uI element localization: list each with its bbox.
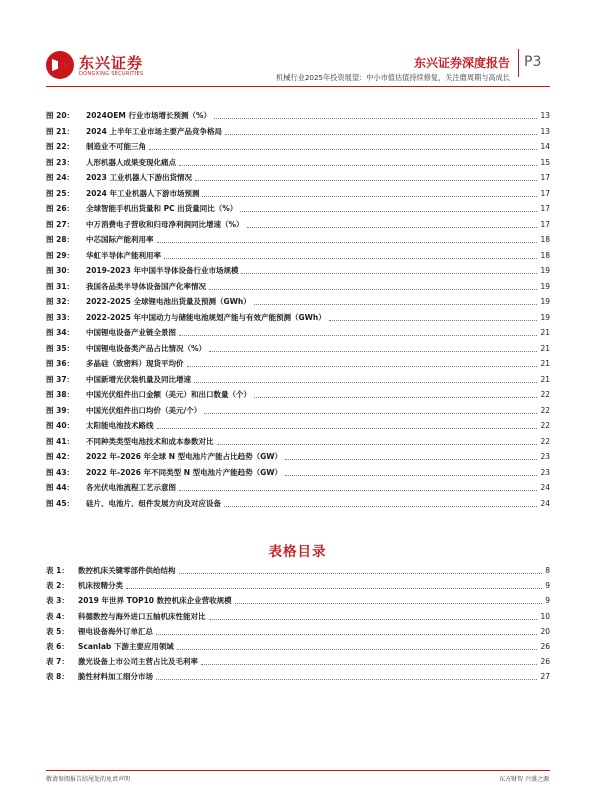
toc-entry-page: 9	[545, 581, 550, 591]
toc-entry-title: 锂电设备海外订单汇总	[78, 626, 153, 636]
report-type-title: 东兴证券深度报告	[413, 56, 510, 70]
toc-leader-dots	[224, 506, 537, 507]
toc-entry-title: 中国锂电设备产业链全景图	[86, 328, 176, 337]
toc-entry-page: 27	[540, 672, 550, 682]
toc-entry[interactable]	[46, 265, 550, 277]
toc-entry[interactable]	[46, 110, 550, 122]
toc-entry-label: 表 1：	[46, 566, 69, 575]
toc-entry-page: 14	[540, 142, 550, 151]
toc-entry-page: 21	[540, 343, 550, 353]
toc-entry-page: 17	[540, 188, 550, 198]
page-header	[0, 0, 595, 92]
toc-leader-dots	[217, 444, 537, 445]
toc-entry[interactable]	[46, 389, 550, 401]
toc-entry[interactable]	[46, 203, 550, 215]
toc-entry-title: 科德数控与海外进口五轴机床性能对比	[78, 611, 206, 621]
toc-leader-dots	[157, 242, 537, 243]
toc-entry-label: 表 4：	[46, 611, 69, 621]
toc-entry-label: 图 37：	[46, 374, 75, 384]
toc-entry[interactable]	[46, 405, 550, 417]
toc-leader-dots	[179, 490, 537, 491]
toc-entry-page: 8	[545, 566, 550, 575]
toc-entry-title: Scanlab 下游主要应用领域	[78, 642, 174, 651]
toc-entry-title: 中芯国际产能利用率	[86, 235, 154, 244]
toc-entry[interactable]	[46, 580, 550, 592]
toc-entry-label: 图 23：	[46, 157, 75, 167]
toc-leader-dots	[157, 428, 537, 429]
toc-entry-title: 2019 年世界 TOP10 数控机床企业营收规模	[78, 596, 232, 606]
toc-entry-page: 18	[540, 235, 550, 244]
toc-entry-title: 2022-2025 全球锂电池出货量及预测（GWh）	[86, 297, 251, 306]
toc-entry[interactable]	[46, 296, 550, 308]
toc-entry-label: 表 5：	[46, 626, 69, 636]
toc-entry[interactable]	[46, 420, 550, 432]
toc-entry-page: 17	[540, 219, 550, 229]
toc-entry-title: 人形机器人成果变现化痛点	[86, 157, 176, 167]
toc-leader-dots	[254, 304, 537, 305]
toc-entry-label: 图 24：	[46, 173, 75, 182]
toc-entry[interactable]	[46, 157, 550, 169]
toc-entry-page: 22	[540, 436, 550, 446]
header-rule	[46, 86, 550, 87]
toc-entry-title: 2022-2025 年中国动力与储能电池规划产能与有效产能预测（GWh）	[86, 312, 326, 322]
toc-entry-label: 图 45：	[46, 498, 75, 508]
toc-leader-dots	[126, 588, 542, 589]
toc-entry-title: 中国光伏组件出口金额（美元）和出口数量（个）	[86, 390, 251, 399]
toc-entry-page: 20	[540, 626, 550, 636]
toc-entry-title: 华虹半导体产能利用率	[86, 250, 161, 260]
table-list-title: 表格目录	[268, 544, 327, 560]
toc-entry[interactable]	[46, 327, 550, 339]
toc-entry-label: 图 34：	[46, 328, 75, 337]
report-subtitle: 机械行业2025年投资展望：中小市值估值持续修复，关注磨周期与高成长	[276, 73, 510, 82]
toc-leader-dots	[241, 273, 537, 274]
toc-entry-title: 机床按精分类	[78, 581, 123, 591]
toc-leader-dots	[149, 149, 537, 150]
toc-entry-page: 19	[540, 281, 550, 291]
toc-entry-page: 21	[540, 328, 550, 337]
toc-entry[interactable]	[46, 358, 550, 370]
toc-entry-page: 23	[540, 467, 550, 477]
footer-rule	[46, 770, 550, 771]
toc-leader-dots	[201, 664, 537, 665]
toc-entry-title: 中国新增光伏装机量及同比增速	[86, 374, 191, 384]
toc-entry-page: 15	[540, 157, 550, 167]
toc-entry-page: 13	[540, 111, 550, 120]
toc-leader-dots	[285, 459, 537, 460]
toc-entry[interactable]	[46, 312, 550, 324]
toc-entry-label: 图 36：	[46, 359, 75, 368]
toc-entry-title: 数控机床关键零部件供给结构	[78, 566, 176, 575]
toc-entry-label: 图 42：	[46, 452, 75, 461]
toc-entry-title: 2024 上半年工业市场主要产品竞争格局	[86, 126, 222, 136]
toc-entry-label: 图 31：	[46, 281, 75, 291]
toc-leader-dots	[285, 475, 537, 476]
toc-entry-title: 激光设备上市公司主营占比及毛利率	[78, 657, 198, 667]
toc-entry[interactable]	[46, 656, 550, 668]
toc-leader-dots	[187, 366, 537, 367]
toc-entry-label: 表 6：	[46, 642, 69, 651]
toc-entry[interactable]	[46, 595, 550, 607]
toc-entry-title: 我国各品类半导体设备国产化率情况	[86, 281, 206, 291]
toc-leader-dots	[209, 619, 537, 620]
toc-entry[interactable]	[46, 250, 550, 262]
toc-entry-page: 24	[540, 483, 550, 492]
toc-entry-title: 太阳能电池技术路线	[86, 421, 154, 430]
toc-entry-title: 全球智能手机出货量和 PC 出货量同比（%）	[86, 204, 238, 213]
toc-entry[interactable]	[46, 482, 550, 494]
logo-name-cn: 东兴证券	[79, 54, 144, 72]
toc-leader-dots	[247, 227, 537, 228]
toc-leader-dots	[179, 165, 537, 166]
header-divider	[518, 49, 519, 77]
toc-entry-label: 图 43：	[46, 467, 75, 477]
toc-entry[interactable]	[46, 219, 550, 231]
toc-entry-label: 图 26：	[46, 204, 75, 213]
toc-entry-title: 各光伏电池流程工艺示意图	[86, 483, 176, 492]
toc-entry-label: 图 27：	[46, 219, 75, 229]
toc-leader-dots	[240, 211, 537, 212]
toc-entry-title: 脆性材料加工细分市场	[78, 672, 153, 682]
toc-entry-label: 图 28：	[46, 235, 75, 244]
toc-entry-title: 多晶硅（致密料）现货平均价	[86, 359, 184, 368]
toc-entry-label: 图 41：	[46, 436, 75, 446]
toc-leader-dots	[177, 649, 537, 650]
toc-entry-title: 中万消费电子营收和归母净利润同比增速（%）	[86, 219, 244, 229]
toc-entry-page: 22	[540, 421, 550, 430]
toc-entry-page: 24	[540, 498, 550, 508]
toc-entry-page: 19	[540, 266, 550, 275]
toc-entry[interactable]	[46, 234, 550, 246]
toc-entry-page: 19	[540, 297, 550, 306]
toc-entry-label: 图 33：	[46, 312, 75, 322]
toc-entry[interactable]	[46, 565, 550, 577]
toc-entry-label: 图 35：	[46, 343, 75, 353]
toc-entry-title: 中国锂电设备类产品占比情况（%）	[86, 343, 207, 353]
toc-entry-page: 21	[540, 359, 550, 368]
toc-leader-dots	[195, 180, 537, 181]
toc-entry[interactable]	[46, 641, 550, 653]
toc-entry-label: 表 8：	[46, 672, 69, 682]
toc-entry-label: 图 44：	[46, 483, 75, 492]
toc-leader-dots	[209, 351, 537, 352]
toc-entry-page: 26	[540, 657, 550, 667]
toc-entry[interactable]	[46, 126, 550, 138]
toc-entry-page: 18	[540, 250, 550, 260]
toc-leader-dots	[179, 335, 537, 336]
toc-leader-dots	[194, 382, 537, 383]
toc-entry[interactable]	[46, 671, 550, 683]
page-number: P3	[524, 54, 542, 70]
toc-entry[interactable]	[46, 172, 550, 184]
toc-entry-title: 2023 工业机器人下游出货情况	[86, 173, 192, 182]
toc-entry-label: 图 30：	[46, 266, 75, 275]
footer-disclaimer: 敬请参阅报告结尾处的免责声明	[46, 776, 131, 783]
logo-mark-icon	[45, 50, 75, 80]
toc-entry-label: 图 22：	[46, 142, 75, 151]
toc-entry-page: 23	[540, 452, 550, 461]
toc-entry[interactable]	[46, 141, 550, 153]
toc-leader-dots	[202, 196, 537, 197]
toc-entry-title: 硅片、电池片、组件发展方向及对应设备	[86, 498, 221, 508]
toc-entry-page: 9	[545, 596, 550, 606]
toc-leader-dots	[179, 573, 542, 574]
toc-entry-title: 2022 年-2026 年全球 N 型电池片产能占比趋势（GW）	[86, 452, 283, 461]
toc-entry[interactable]	[46, 498, 550, 510]
toc-entry[interactable]	[46, 374, 550, 386]
toc-entry-label: 图 38：	[46, 390, 75, 399]
toc-leader-dots	[225, 134, 537, 135]
toc-entry-page: 17	[540, 204, 550, 213]
toc-entry[interactable]	[46, 281, 550, 293]
toc-entry-title: 2024OEM 行业市场增长预测（%）	[86, 111, 211, 120]
toc-entry[interactable]	[46, 188, 550, 200]
toc-entry[interactable]	[46, 436, 550, 448]
toc-entry[interactable]	[46, 467, 550, 479]
toc-entry-title: 2019-2023 年中国半导体设备行业市场规模	[86, 266, 239, 275]
toc-entry[interactable]	[46, 611, 550, 623]
toc-entry-label: 图 21：	[46, 126, 75, 136]
toc-entry-label: 图 40：	[46, 421, 75, 430]
toc-entry[interactable]	[46, 343, 550, 355]
toc-entry[interactable]	[46, 626, 550, 638]
toc-entry-label: 表 3：	[46, 596, 69, 606]
toc-leader-dots	[164, 258, 537, 259]
toc-leader-dots	[254, 397, 537, 398]
toc-leader-dots	[235, 603, 542, 604]
logo-name-en: DONGXING SECURITIES	[79, 71, 144, 77]
toc-entry-label: 图 20：	[46, 111, 75, 120]
toc-entry-page: 22	[540, 405, 550, 415]
toc-entry-page: 26	[540, 642, 550, 651]
toc-leader-dots	[209, 289, 537, 290]
toc-entry-label: 图 29：	[46, 250, 75, 260]
toc-entry-label: 表 7：	[46, 657, 69, 667]
toc-leader-dots	[156, 679, 537, 680]
footer-slogan: 东方财智 兴盛之源	[499, 776, 549, 783]
toc-entry-title: 制造业不可能三角	[86, 142, 146, 151]
toc-entry-title: 中国光伏组件出口均价（美元/个）	[86, 405, 202, 415]
toc-leader-dots	[204, 413, 537, 414]
toc-entry-label: 图 25：	[46, 188, 75, 198]
toc-entry-label: 表 2：	[46, 581, 69, 591]
toc-entry-page: 22	[540, 390, 550, 399]
toc-leader-dots	[329, 320, 537, 321]
toc-entry-page: 19	[540, 312, 550, 322]
toc-entry[interactable]	[46, 451, 550, 463]
toc-entry-label: 图 32：	[46, 297, 75, 306]
toc-entry-page: 21	[540, 374, 550, 384]
toc-entry-title: 2024 年工业机器人下游市场预测	[86, 188, 200, 198]
company-logo	[45, 50, 165, 84]
toc-entry-title: 不同种类类型电池技术和成本参数对比	[86, 436, 214, 446]
toc-entry-title: 2022 年-2026 年不同类型 N 型电池片产能趋势（GW）	[86, 467, 283, 477]
toc-entry-page: 17	[540, 173, 550, 182]
toc-leader-dots	[156, 634, 537, 635]
toc-entry-page: 10	[540, 611, 550, 621]
toc-entry-label: 图 39：	[46, 405, 75, 415]
toc-entry-page: 13	[540, 126, 550, 136]
toc-leader-dots	[214, 118, 537, 119]
